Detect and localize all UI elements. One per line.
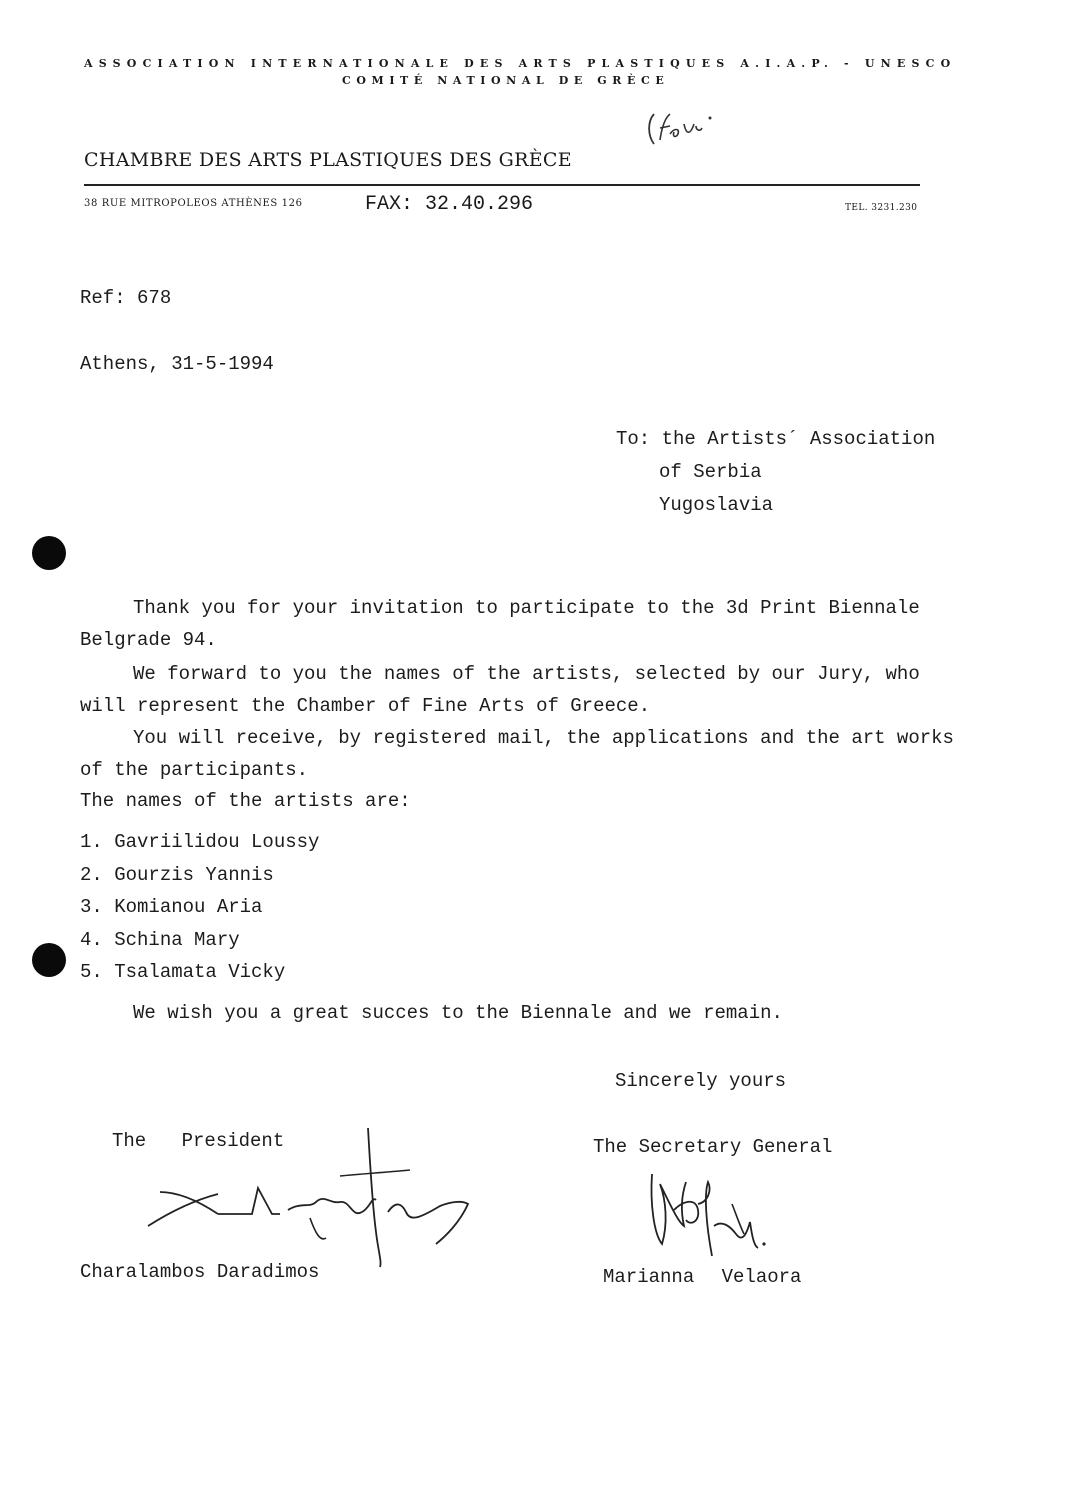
committee-line: COMITÉ NATIONAL DE GRÈCE [342, 74, 670, 87]
paragraph-line: Thank you for your invitation to participate to the 3d Print Biennale [133, 597, 920, 619]
recipient-line-3: Yugoslavia [659, 494, 774, 516]
fax-number: FAX: 32.40.296 [365, 193, 534, 216]
secretary-signature [640, 1164, 780, 1264]
punch-hole [32, 943, 66, 977]
paragraph-line: Belgrade 94. [80, 629, 217, 651]
paragraph-line: We forward to you the names of the artists, selected by our Jury, who [133, 663, 920, 685]
paragraph-selection [80, 658, 920, 722]
list-item: 5. Tsalamata Vicky [80, 961, 286, 983]
recipient-line-1: To: the Artists´ Association [616, 428, 936, 450]
list-item: 3. Komianou Aria [80, 896, 263, 918]
letterhead-divider [84, 184, 920, 186]
address: 38 RUE MITROPOLEOS ATHÈNES 126 [84, 198, 303, 209]
handwritten-note [640, 104, 730, 152]
artist-list [80, 826, 319, 989]
paragraph-line: You will receive, by registered mail, the applications and the art works [133, 727, 954, 749]
list-item: 4. Schina Mary [80, 928, 240, 951]
recipient-address [616, 423, 935, 522]
list-item: 2. Gourzis Yannis [80, 863, 274, 886]
paragraph-line: will represent the Chamber of Fine Arts of Greece. [80, 695, 651, 717]
president-signature [140, 1122, 480, 1272]
closing-sentence: We wish you a great succes to the Biennale and we remain. [133, 1002, 783, 1024]
president-title: The President [112, 1130, 285, 1152]
recipient-line-2: of Serbia [659, 461, 762, 483]
organization-name: CHAMBRE DES ARTS PLASTIQUES DES GRÈCE [84, 149, 572, 171]
paragraph-line: of the participants. [80, 759, 309, 781]
secretary-general-name: Marianna Velaora [603, 1266, 802, 1288]
punch-hole [32, 536, 66, 570]
secretary-general-title: The Secretary General [593, 1136, 833, 1158]
paragraph-mail [80, 722, 954, 786]
president-name: Charalambos Daradimos [80, 1261, 320, 1283]
paragraph-names-intro: The names of the artists are: [80, 790, 411, 812]
association-line: ASSOCIATION INTERNATIONALE DES ARTS PLASTIQUES A.I.A.P. - UNESCO [84, 57, 957, 70]
paragraph-invitation [80, 592, 920, 656]
list-item: 1. Gavriilidou Loussy [80, 831, 320, 853]
date-line: Athens, 31-5-1994 [80, 353, 274, 375]
telephone: TEL. 3231.230 [845, 203, 918, 213]
reference-number: Ref: 678 [80, 287, 172, 309]
complimentary-close: Sincerely yours [615, 1070, 787, 1092]
